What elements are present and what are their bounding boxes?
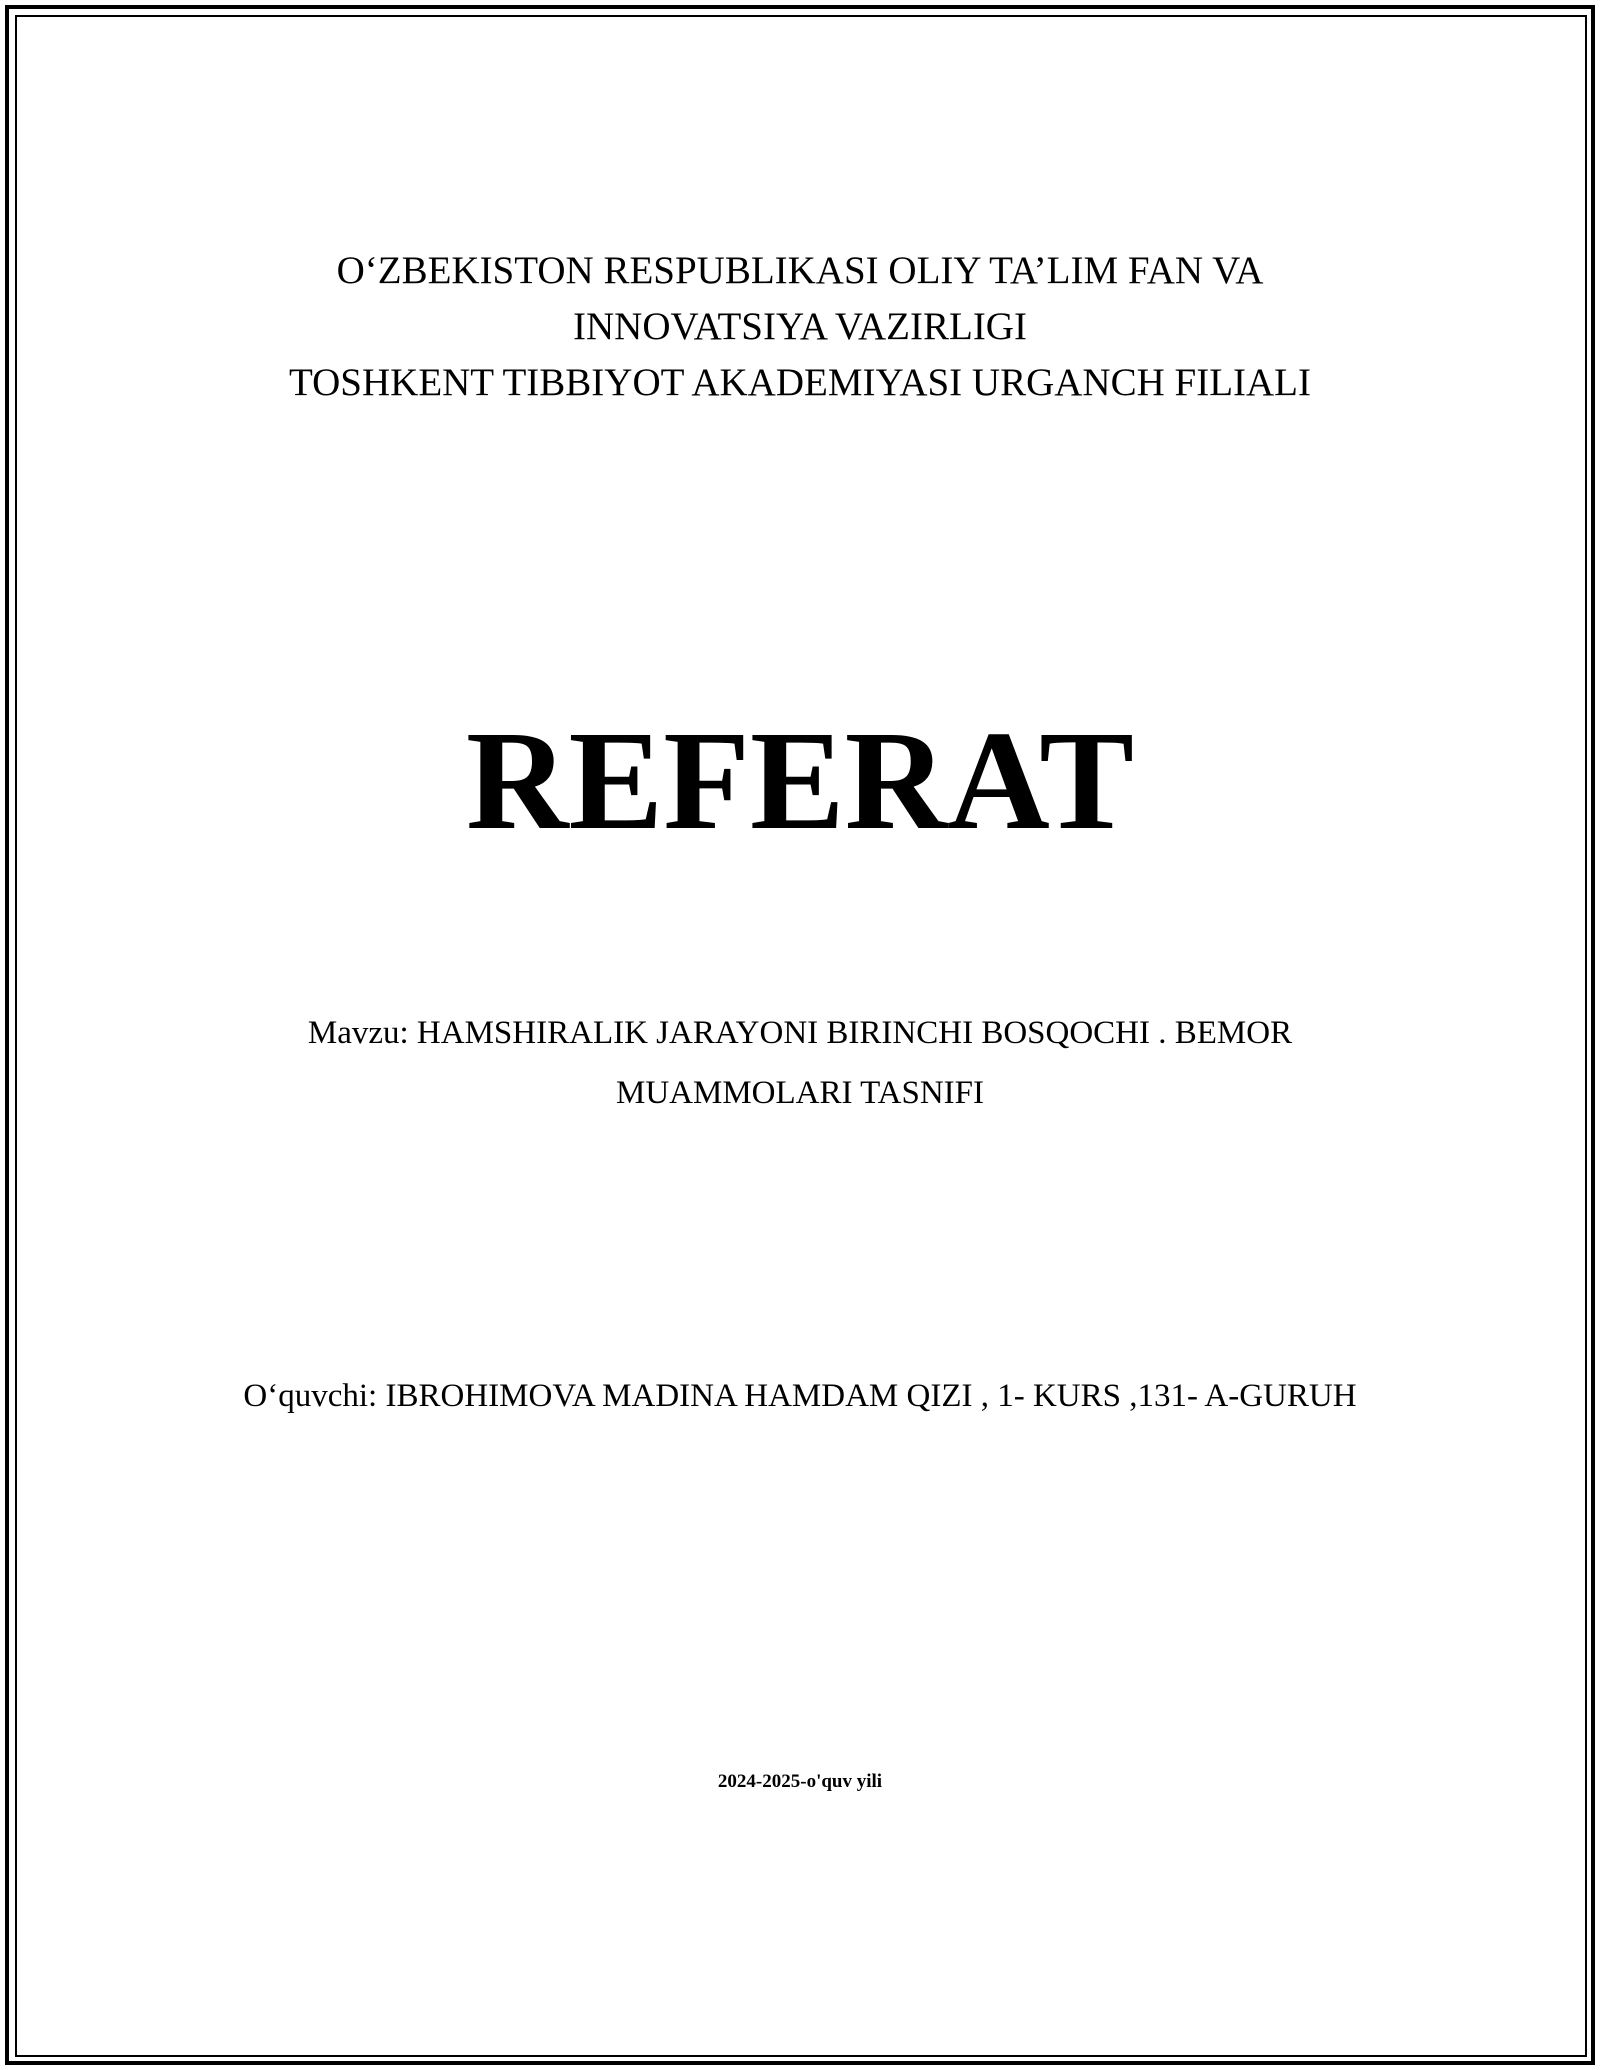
header-line-3: TOSHKENT TIBBIYOT AKADEMIYASI URGANCH FILIALI: [289, 361, 1311, 404]
header-line-1: O‘ZBEKISTON RESPUBLIKASI OLIY TA’LIM FAN VA: [336, 249, 1264, 292]
topic-text: Mavzu: HAMSHIRALIK JARAYONI BIRINCHI BOSQOCHI . BEMOR MUAMMOLARI TASNIFI: [307, 1015, 1293, 1111]
academic-year: 2024-2025-o'quv yili: [717, 1771, 883, 1792]
institution-header: [0, 243, 1600, 411]
student-info: O‘quvchi: IBROHIMOVA MADINA HAMDAM QIZI , 1- KURS ,131- A-GURUH: [243, 1378, 1357, 1414]
document-title: REFERAT: [466, 701, 1134, 859]
header-line-2: INNOVATSIYA VAZIRLIGI: [573, 305, 1027, 348]
